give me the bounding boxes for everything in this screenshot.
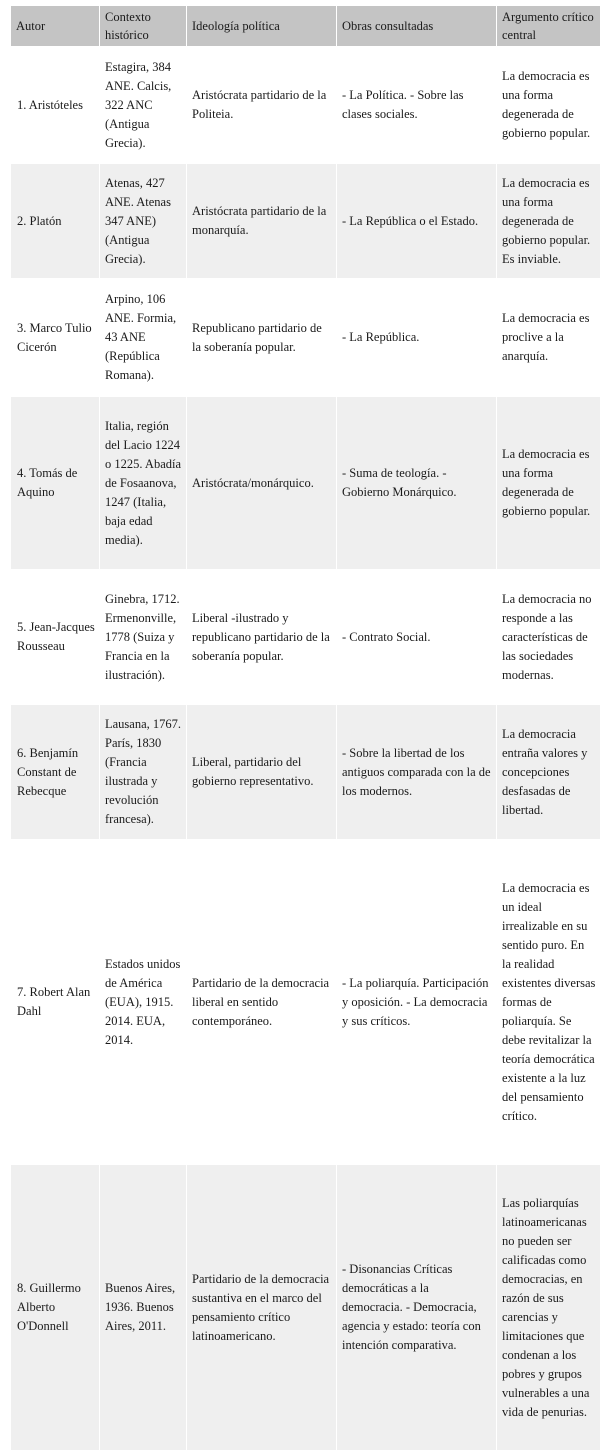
cell-obras: - Suma de teología. - Gobierno Monárquico.	[337, 397, 497, 570]
cell-obras: - La República.	[337, 279, 497, 397]
table-row	[11, 1165, 601, 1451]
cell-obras: - La poliarquía. Participación y oposición. - La democracia y sus críticos.	[337, 840, 497, 1165]
cell-ideologia: Liberal, partidario del gobierno representativo.	[187, 705, 337, 840]
table-row	[11, 47, 601, 164]
table-row	[11, 705, 601, 840]
table-row	[11, 570, 601, 705]
table-row	[11, 164, 601, 279]
header-argumento: Argumento crítico central	[497, 6, 601, 47]
header-row	[11, 6, 601, 47]
cell-autor: 8. Guillermo Alberto O'Donnell	[11, 1165, 100, 1451]
cell-autor: 2. Platón	[11, 164, 100, 279]
cell-argumento: La democracia es un ideal irrealizable en su sentido puro. En la realidad existentes diversas formas de poliarquía. Se debe revitalizar la teoría democrática existente a la luz del pensamiento crítico.	[497, 840, 601, 1165]
cell-ideologia: Aristócrata partidario de la Politeia.	[187, 47, 337, 164]
cell-ideologia: Republicano partidario de la soberanía popular.	[187, 279, 337, 397]
cell-autor: 4. Tomás de Aquino	[11, 397, 100, 570]
header-ideologia: Ideología política	[187, 6, 337, 47]
cell-contexto: Buenos Aires, 1936. Buenos Aires, 2011.	[100, 1165, 187, 1451]
cell-contexto: Arpino, 106 ANE. Formia, 43 ANE (República Romana).	[100, 279, 187, 397]
table-row	[11, 397, 601, 570]
cell-argumento: La democracia no responde a las características de las sociedades modernas.	[497, 570, 601, 705]
cell-ideologia: Aristócrata/monárquico.	[187, 397, 337, 570]
cell-argumento: La democracia es proclive a la anarquía.	[497, 279, 601, 397]
cell-contexto: Ginebra, 1712. Ermenonville, 1778 (Suiza y Francia en la ilustración).	[100, 570, 187, 705]
cell-autor: 1. Aristóteles	[11, 47, 100, 164]
cell-obras: - Sobre la libertad de los antiguos comparada con la de los modernos.	[337, 705, 497, 840]
cell-obras: - Disonancias Críticas democráticas a la democracia. - Democracia, agencia y estado: teoría con intención comparativa.	[337, 1165, 497, 1451]
comparison-table	[10, 5, 601, 1451]
header-obras: Obras consultadas	[337, 6, 497, 47]
cell-contexto: Estados unidos de América (EUA), 1915. 2014. EUA, 2014.	[100, 840, 187, 1165]
cell-autor: 7. Robert Alan Dahl	[11, 840, 100, 1165]
cell-obras: - La Política. - Sobre las clases sociales.	[337, 47, 497, 164]
cell-autor: 3. Marco Tulio Cicerón	[11, 279, 100, 397]
cell-obras: - La República o el Estado.	[337, 164, 497, 279]
cell-autor: 5. Jean-Jacques Rousseau	[11, 570, 100, 705]
cell-argumento: La democracia entraña valores y concepciones desfasadas de libertad.	[497, 705, 601, 840]
cell-contexto: Atenas, 427 ANE. Atenas 347 ANE) (Antigua Grecia).	[100, 164, 187, 279]
cell-argumento: La democracia es una forma degenerada de gobierno popular.	[497, 47, 601, 164]
cell-contexto: Italia, región del Lacio 1224 o 1225. Abadía de Fosaanova, 1247 (Italia, baja edad media).	[100, 397, 187, 570]
cell-ideologia: Aristócrata partidario de la monarquía.	[187, 164, 337, 279]
table-row	[11, 840, 601, 1165]
cell-contexto: Lausana, 1767. París, 1830 (Francia ilustrada y revolución francesa).	[100, 705, 187, 840]
cell-autor: 6. Benjamín Constant de Rebecque	[11, 705, 100, 840]
header-contexto: Contexto histórico	[100, 6, 187, 47]
cell-ideologia: Liberal -ilustrado y republicano partidario de la soberanía popular.	[187, 570, 337, 705]
cell-argumento: La democracia es una forma degenerada de gobierno popular. Es inviable.	[497, 164, 601, 279]
table-row	[11, 279, 601, 397]
cell-ideologia: Partidario de la democracia sustantiva en el marco del pensamiento crítico latinoamericano.	[187, 1165, 337, 1451]
cell-argumento: La democracia es una forma degenerada de gobierno popular.	[497, 397, 601, 570]
cell-obras: - Contrato Social.	[337, 570, 497, 705]
cell-argumento: Las poliarquías latinoamericanas no pueden ser calificadas como democracias, en razón de sus carencias y limitaciones que condenan a los pobres y grupos vulnerables a una vida de penurias.	[497, 1165, 601, 1451]
cell-ideologia: Partidario de la democracia liberal en sentido contemporáneo.	[187, 840, 337, 1165]
cell-contexto: Estagira, 384 ANE. Calcis, 322 ANC (Antigua Grecia).	[100, 47, 187, 164]
header-autor: Autor	[11, 6, 100, 47]
